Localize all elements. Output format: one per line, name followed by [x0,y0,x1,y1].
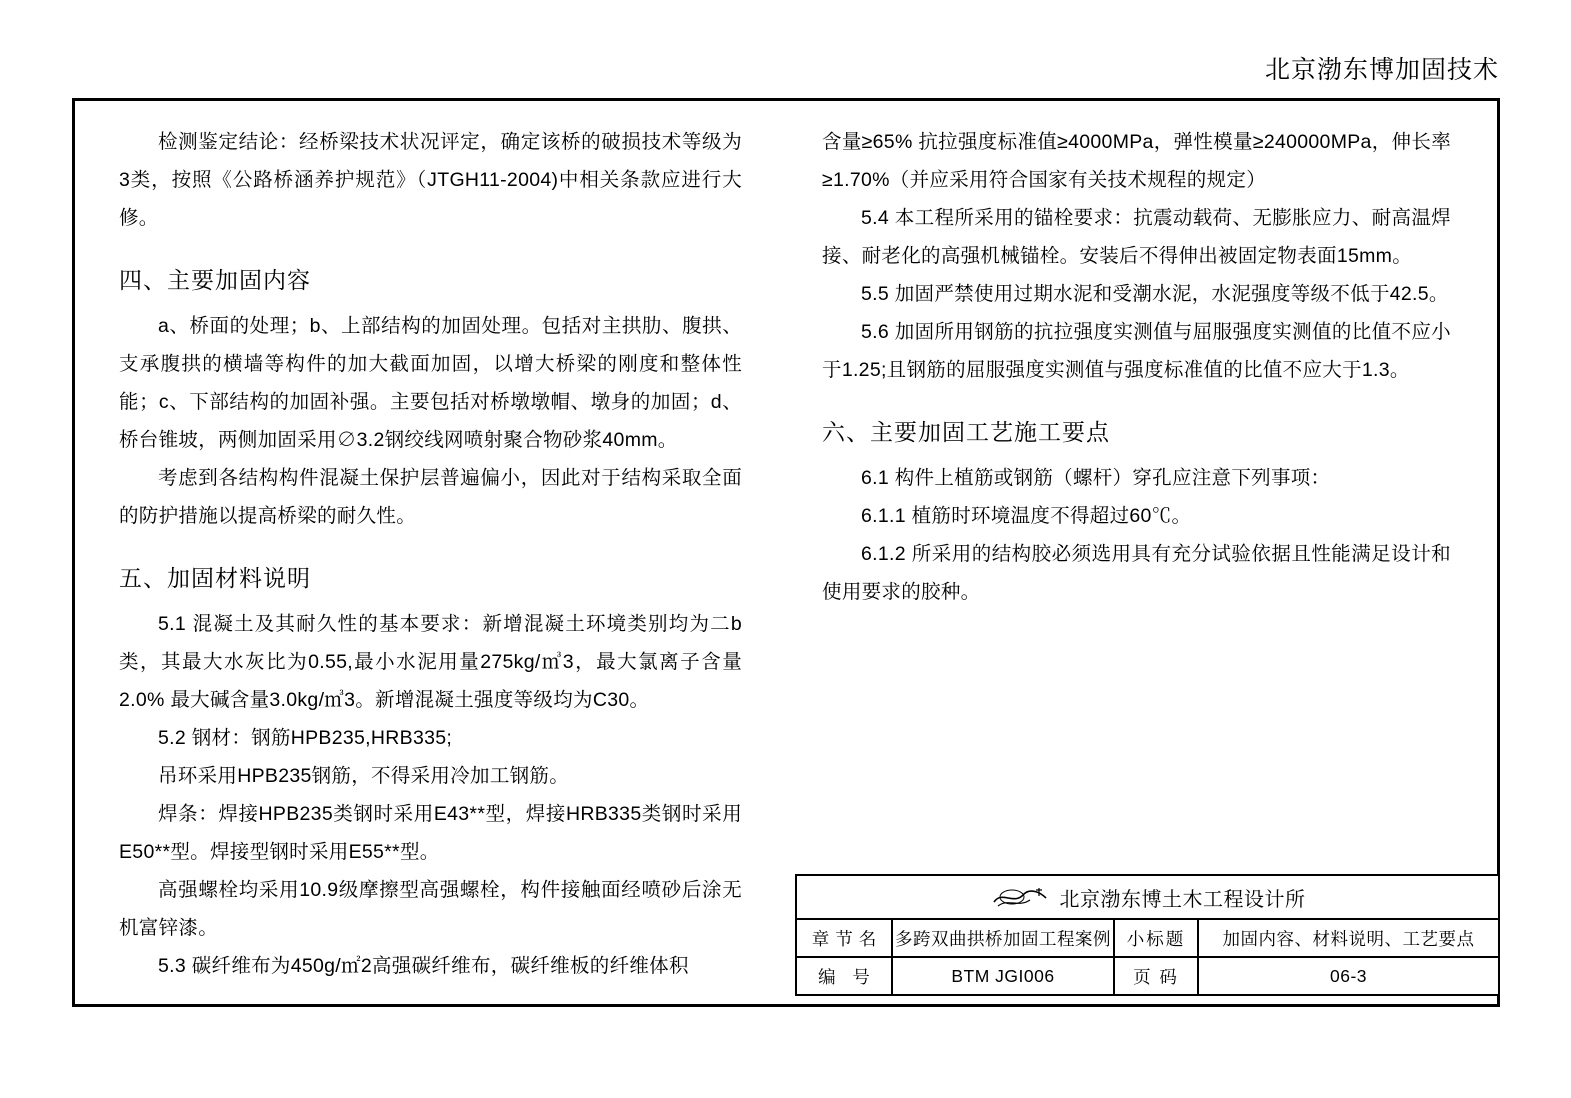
value-drawing-number: BTM JGI006 [893,958,1115,994]
paragraph-item-5-4: 5.4 本工程所采用的锚栓要求：抗震动载荷、无膨胀应力、耐高温焊接、耐老化的高强机械锚栓。安装后不得伸出被固定物表面15mm。 [822,207,1451,267]
company-name-text: 北京渤东博土木工程设计所 [1059,888,1306,911]
drawing-frame [72,98,1500,1007]
paragraph-content-4-2: 考虑到各结构构件混凝土保护层普遍偏小，因此对于结构采取全面的防护措施以提高桥梁的耐久性。 [119,467,743,527]
heading-section-6: 六、主要加固工艺施工要点 [822,420,1111,445]
paragraph-item-6-1-2: 6.1.2 所采用的结构胶必须选用具有充分试验依据且性能满足设计和使用要求的胶种。 [822,543,1451,603]
paragraph-item-5-2a: 吊环采用HPB235钢筋，不得采用冷加工钢筋。 [158,765,570,787]
label-page-number: 页 码 [1115,958,1199,994]
label-subtitle: 小标题 [1115,920,1199,956]
paragraph-item-6-1-1: 6.1.1 植筋时环境温度不得超过60℃。 [861,505,1192,527]
value-chapter-name: 多跨双曲拱桥加固工程案例 [893,920,1115,956]
paragraph-item-5-1: 5.1 混凝土及其耐久性的基本要求：新增混凝土环境类别均为二b类，其最大水灰比为0.55,最小水泥用量275kg/㎥3，最大氯离子含量2.0% 最大碱含量3.0kg/㎥3。新增混凝土强度等级均为C30。 [119,613,743,711]
title-block [795,874,1500,996]
label-drawing-number: 编 号 [797,958,893,994]
paragraph-content-4-1: a、桥面的处理；b、上部结构的加固处理。包括对主拱肋、腹拱、支承腹拱的横墙等构件的加大截面加固，以增大桥梁的刚度和整体性能；c、下部结构的加固补强。主要包括对桥墩墩帽、墩身的加固；d、桥台锥坡，两侧加固采用∅3.2钢绞线网喷射聚合物砂浆40mm。 [119,315,743,451]
paragraph-item-6-1: 6.1 构件上植筋或钢筋（螺杆）穿孔应注意下列事项： [861,467,1331,489]
page-header-title: 北京渤东博加固技术 [1264,57,1499,84]
right-text-column [786,101,1497,1004]
title-block-row-chapter [797,920,1498,958]
company-name-cell [797,876,1498,918]
paragraph-item-5-5: 5.5 加固严禁使用过期水泥和受潮水泥，水泥强度等级不低于42.5。 [861,283,1449,305]
paragraph-item-5-3-continued: 含量≥65% 抗拉强度标准值≥4000MPa，弹性模量≥240000MPa，伸长率≥1.70%（并应采用符合国家有关技术规程的规定） [822,131,1451,191]
two-column-layout [75,101,1497,1004]
heading-section-5: 五、加固材料说明 [119,566,311,591]
value-page-number: 06-3 [1329,965,1368,986]
value-subtitle: 加固内容、材料说明、工艺要点 [1222,928,1475,949]
company-logo-icon [990,884,1050,910]
label-chapter-name: 章节名 [797,920,893,956]
title-block-company-row [797,876,1498,920]
paragraph-conclusion: 检测鉴定结论：经桥梁技术状况评定，确定该桥的破损技术等级为3类，按照《公路桥涵养护规范》（JTGH11-2004)中相关条款应进行大修。 [119,131,743,229]
paragraph-item-5-2c: 高强螺栓均采用10.9级摩擦型高强螺栓，构件接触面经喷砂后涂无机富锌漆。 [119,879,743,939]
heading-section-4: 四、主要加固内容 [119,268,311,293]
title-block-row-number [797,958,1498,994]
paragraph-item-5-2: 5.2 钢材：钢筋HPB235,HRB335; [158,727,453,749]
left-text-column [75,101,786,1004]
paragraph-item-5-2b: 焊条：焊接HPB235类钢时采用E43**型，焊接HRB335类钢时采用E50**型。焊接型钢时采用E55**型。 [119,803,743,863]
paragraph-item-5-6: 5.6 加固所用钢筋的抗拉强度实测值与屈服强度实测值的比值不应小于1.25;且钢筋的屈服强度实测值与强度标准值的比值不应大于1.3。 [822,321,1451,381]
paragraph-item-5-3: 5.3 碳纤维布为450g/㎡2高强碳纤维布，碳纤维板的纤维体积 [158,955,689,977]
